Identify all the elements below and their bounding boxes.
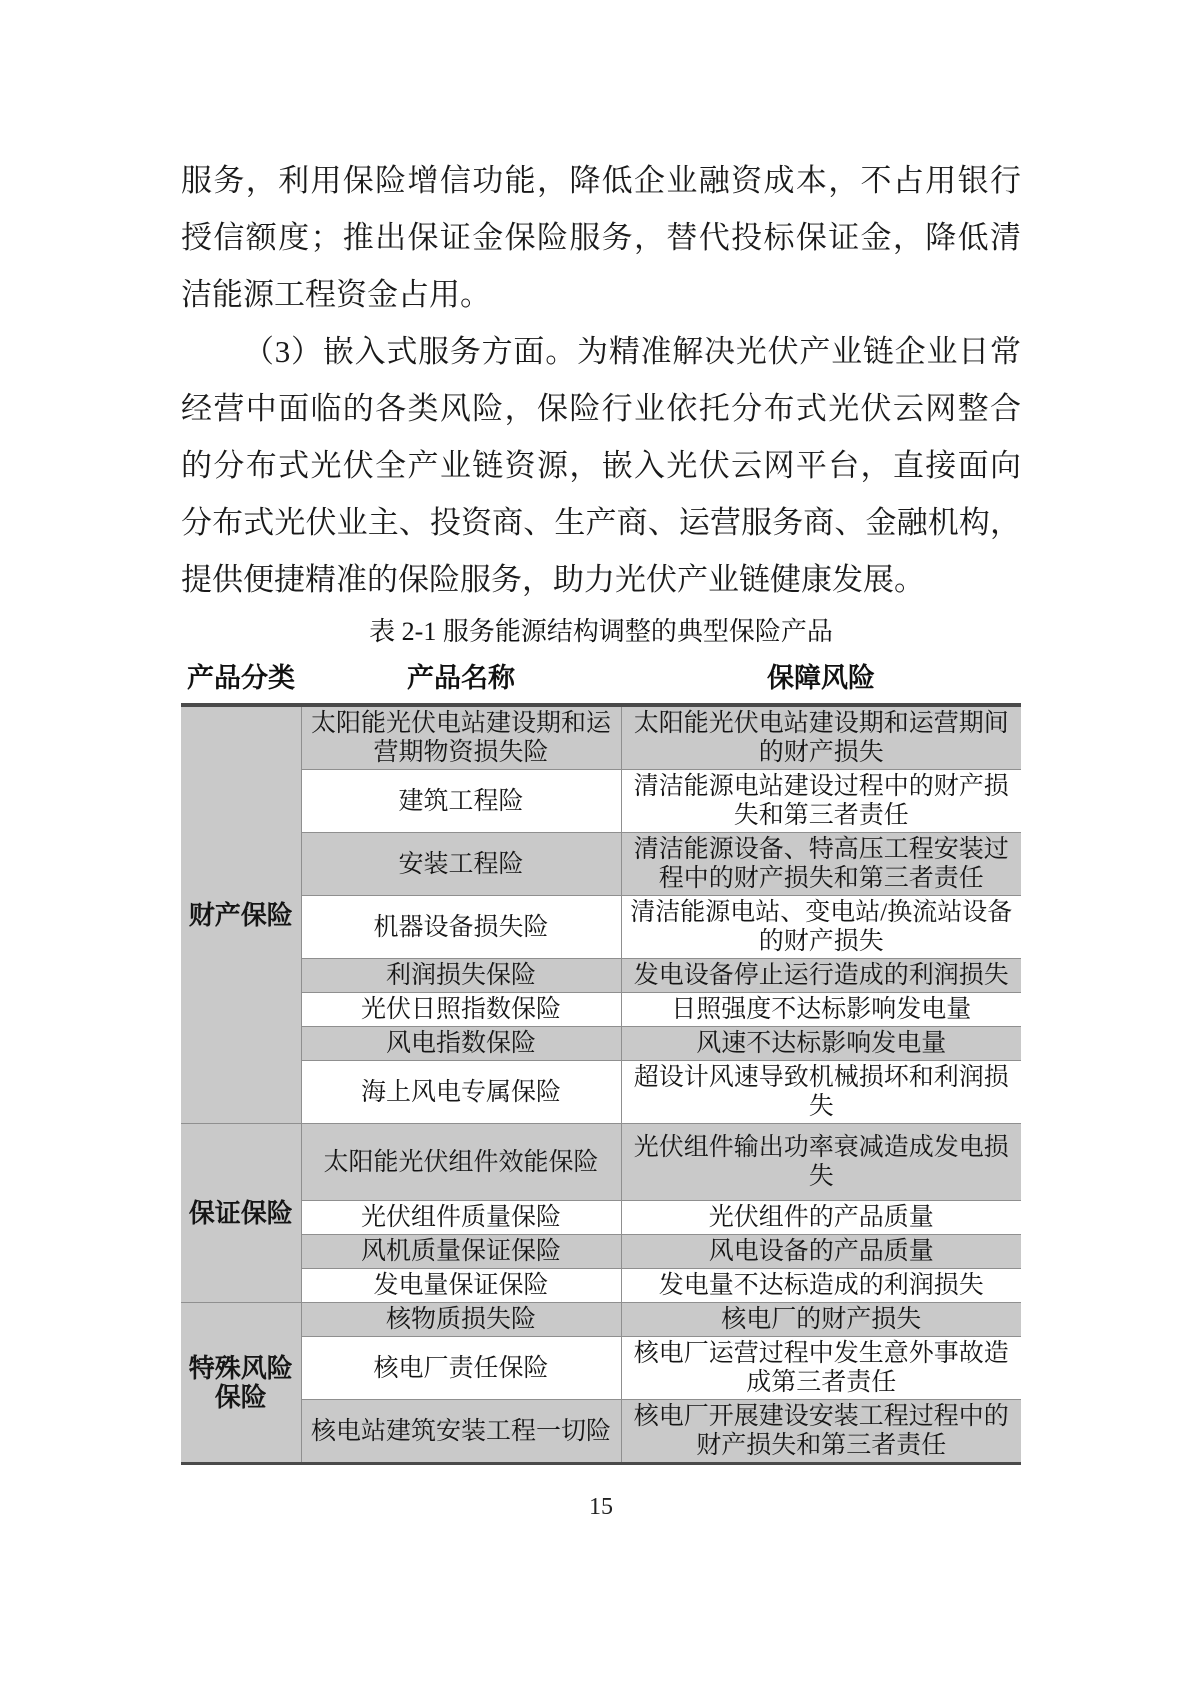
table-header-row xyxy=(181,654,1021,705)
table-row xyxy=(181,1303,1021,1337)
table-row xyxy=(181,1027,1021,1061)
product-name-cell: 机器设备损失险 xyxy=(301,896,621,959)
product-category-cell: 特殊风险保险 xyxy=(181,1303,301,1464)
table-row xyxy=(181,1235,1021,1269)
product-name-cell: 安装工程险 xyxy=(301,833,621,896)
product-name-cell: 核电站建筑安装工程一切险 xyxy=(301,1400,621,1464)
header-risk: 保障风险 xyxy=(621,654,1021,705)
body-line: 的分布式光伏全产业链资源，嵌入光伏云网平台，直接面向 xyxy=(181,448,1021,483)
body-line: 分布式光伏业主、投资商、生产商、运营服务商、金融机构， xyxy=(181,505,1021,540)
table-row xyxy=(181,705,1021,770)
product-name-cell: 建筑工程险 xyxy=(301,770,621,833)
table-row xyxy=(181,993,1021,1027)
product-name-cell: 太阳能光伏电站建设期和运营期物资损失险 xyxy=(301,705,621,770)
risk-cell: 超设计风速导致机械损坏和利润损失 xyxy=(621,1061,1021,1124)
product-name-cell: 风机质量保证保险 xyxy=(301,1235,621,1269)
table-row xyxy=(181,833,1021,896)
paragraph-1 xyxy=(181,152,1021,323)
product-name-cell: 光伏日照指数保险 xyxy=(301,993,621,1027)
paragraph-2 xyxy=(181,323,1021,608)
product-name-cell: 风电指数保险 xyxy=(301,1027,621,1061)
risk-cell: 发电设备停止运行造成的利润损失 xyxy=(621,959,1021,993)
risk-cell: 核电厂的财产损失 xyxy=(621,1303,1021,1337)
header-name: 产品名称 xyxy=(301,654,621,705)
body-line: 提供便捷精准的保险服务，助力光伏产业链健康发展。 xyxy=(181,562,925,597)
product-name-cell: 核物质损失险 xyxy=(301,1303,621,1337)
table-row xyxy=(181,770,1021,833)
product-category-cell: 保证保险 xyxy=(181,1124,301,1303)
body-line: 授信额度；推出保证金保险服务，替代投标保证金，降低清 xyxy=(181,220,1021,255)
product-name-cell: 太阳能光伏组件效能保险 xyxy=(301,1124,621,1201)
product-name-cell: 发电量保证保险 xyxy=(301,1269,621,1303)
product-name-cell: 利润损失保险 xyxy=(301,959,621,993)
body-line: 经营中面临的各类风险，保险行业依托分布式光伏云网整合 xyxy=(181,391,1021,426)
table-row xyxy=(181,896,1021,959)
body-line: （3）嵌入式服务方面。为精准解决光伏产业链企业日常 xyxy=(243,334,1021,369)
table-row xyxy=(181,1269,1021,1303)
header-category: 产品分类 xyxy=(181,654,301,705)
risk-cell: 发电量不达标造成的利润损失 xyxy=(621,1269,1021,1303)
risk-cell: 清洁能源电站、变电站/换流站设备的财产损失 xyxy=(621,896,1021,959)
product-name-cell: 核电厂责任保险 xyxy=(301,1337,621,1400)
product-name-cell: 光伏组件质量保险 xyxy=(301,1201,621,1235)
risk-cell: 日照强度不达标影响发电量 xyxy=(621,993,1021,1027)
risk-cell: 清洁能源电站建设过程中的财产损失和第三者责任 xyxy=(621,770,1021,833)
risk-cell: 核电厂运营过程中发生意外事故造成第三者责任 xyxy=(621,1337,1021,1400)
table-row xyxy=(181,1400,1021,1464)
table-row xyxy=(181,1124,1021,1201)
table-row xyxy=(181,959,1021,993)
table-row xyxy=(181,1061,1021,1124)
risk-cell: 风电设备的产品质量 xyxy=(621,1235,1021,1269)
risk-cell: 光伏组件的产品质量 xyxy=(621,1201,1021,1235)
table-row xyxy=(181,1201,1021,1235)
risk-cell: 风速不达标影响发电量 xyxy=(621,1027,1021,1061)
risk-cell: 核电厂开展建设安装工程过程中的财产损失和第三者责任 xyxy=(621,1400,1021,1464)
body-line: 洁能源工程资金占用。 xyxy=(181,277,491,312)
risk-cell: 太阳能光伏电站建设期和运营期间的财产损失 xyxy=(621,705,1021,770)
risk-cell: 清洁能源设备、特高压工程安装过程中的财产损失和第三者责任 xyxy=(621,833,1021,896)
product-name-cell: 海上风电专属保险 xyxy=(301,1061,621,1124)
table-row xyxy=(181,1337,1021,1400)
body-line: 服务，利用保险增信功能，降低企业融资成本，不占用银行 xyxy=(181,163,1021,198)
product-category-cell: 财产保险 xyxy=(181,705,301,1124)
text-block xyxy=(181,152,1021,1465)
table-caption: 表 2-1 服务能源结构调整的典型保险产品 xyxy=(369,617,833,646)
page-number: 15 xyxy=(589,1494,613,1520)
risk-cell: 光伏组件输出功率衰减造成发电损失 xyxy=(621,1124,1021,1201)
insurance-products-table xyxy=(181,654,1021,1465)
